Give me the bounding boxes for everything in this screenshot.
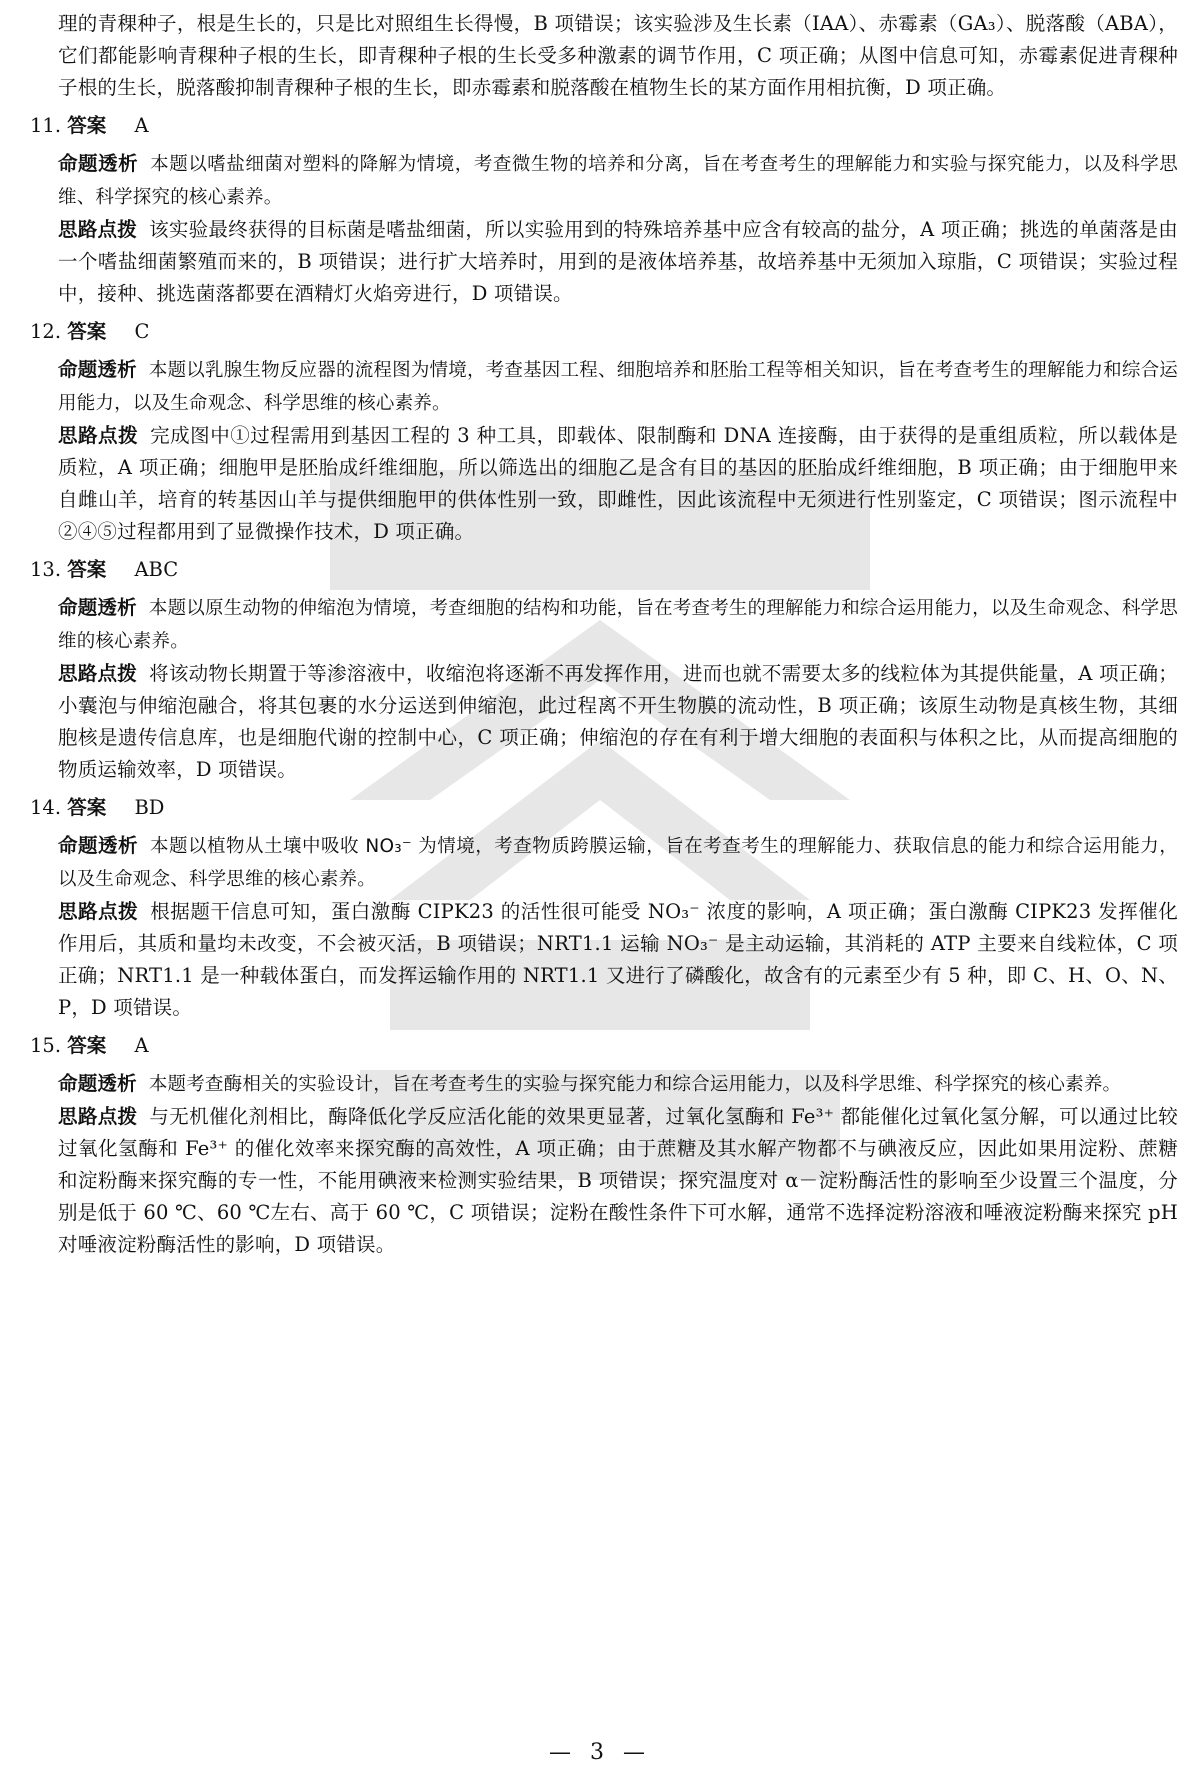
hint-label: 思路点拨 xyxy=(58,1105,138,1128)
analysis-text: 本题考查酶相关的实验设计，旨在考查考生的实验与探究能力和综合运用能力，以及科学思维、科学探究的核心素养。 xyxy=(148,1074,1122,1095)
hint-paragraph xyxy=(30,896,1178,1024)
answer-item-11 xyxy=(30,110,1178,310)
answer-value: ABC xyxy=(134,558,179,581)
hint-text: 该实验最终获得的目标菌是嗜盐细菌，所以实验用到的特殊培养基中应含有较高的盐分，A 项正确；挑选的单菌落是由一个嗜盐细菌繁殖而来的，B 项错误；进行扩大培养时，用到的是液体培养基，故培养基中无须加入琼脂，C 项错误；实验过程中，接种、挑选菌落都要在酒精灯火焰旁进行，D 项错误。 xyxy=(58,218,1178,305)
hint-label: 思路点拨 xyxy=(58,662,138,685)
question-number: 11. xyxy=(30,114,62,137)
answer-label: 答案 xyxy=(67,1034,107,1057)
hint-text: 完成图中①过程需用到基因工程的 3 种工具，即载体、限制酶和 DNA 连接酶，由于获得的是重组质粒，所以载体是质粒，A 项正确；细胞甲是胚胎成纤维细胞，所以筛选出的细胞乙是含有目的基因的胚胎成纤维细胞，B 项正确；由于细胞甲来自雌山羊，培育的转基因山羊与提供细胞甲的供体性别一致，即雌性，因此该流程中无须进行性别鉴定，C 项错误；图示流程中②④⑤过程都用到了显微操作技术，D 项正确。 xyxy=(58,424,1178,543)
answer-label: 答案 xyxy=(67,320,107,343)
answer-row xyxy=(30,110,1178,142)
answer-item-15 xyxy=(30,1030,1178,1261)
answer-label: 答案 xyxy=(67,558,107,581)
answer-row xyxy=(30,554,1178,586)
question-number: 15. xyxy=(30,1034,62,1057)
answer-item-12 xyxy=(30,316,1178,548)
hint-text: 将该动物长期置于等渗溶液中，收缩泡将逐渐不再发挥作用，进而也就不需要太多的线粒体为其提供能量，A 项正确；小囊泡与伸缩泡融合，将其包裹的水分运送到伸缩泡，此过程离不开生物膜的流动性，B 项正确；该原生动物是真核生物，其细胞核是遗传信息库，也是细胞代谢的控制中心，C 项正确；伸缩泡的存在有利于增大细胞的表面积与体积之比，从而提高细胞的物质运输效率，D 项错误。 xyxy=(58,662,1178,781)
answer-value: C xyxy=(134,320,150,343)
continuation-paragraph: 理的青稞种子，根是生长的，只是比对照组生长得慢，B 项错误；该实验涉及生长素（IAA）、赤霉素（GA₃）、脱落酸（ABA），它们都能影响青稞种子根的生长，即青稞种子根的生长受多种激素的调节作用，C 项正确；从图中信息可知，赤霉素促进青稞种子根的生长，脱落酸抑制青稞种子根的生长，即赤霉素和脱落酸在植物生长的某方面作用相抗衡，D 项正确。 xyxy=(58,12,1178,99)
hint-text: 与无机催化剂相比，酶降低化学反应活化能的效果更显著，过氧化氢酶和 Fe³⁺ 都能催化过氧化氢分解，可以通过比较过氧化氢酶和 Fe³⁺ 的催化效率来探究酶的高效性，A 项正确；由于蔗糖及其水解产物都不与碘液反应，因此如果用淀粉、蔗糖和淀粉酶来探究酶的专一性，不能用碘液来检测实验结果，B 项错误；探究温度对 α－淀粉酶活性的影响至少设置三个温度，分别是低于 60 ℃、60 ℃左右、高于 60 ℃，C 项错误；淀粉在酸性条件下可水解，通常不选择淀粉溶液和唾液淀粉酶来探究 pH 对唾液淀粉酶活性的影响，D 项错误。 xyxy=(58,1105,1178,1256)
analysis-paragraph xyxy=(30,1068,1178,1101)
hint-paragraph xyxy=(30,658,1178,786)
analysis-text: 本题以植物从土壤中吸收 NO₃⁻ 为情境，考查物质跨膜运输，旨在考查考生的理解能力、获取信息的能力和综合运用能力，以及生命观念、科学思维的核心素养。 xyxy=(58,836,1178,890)
hint-label: 思路点拨 xyxy=(58,218,138,241)
answer-item-14 xyxy=(30,792,1178,1024)
answer-item-13 xyxy=(30,554,1178,786)
hint-text: 根据题干信息可知，蛋白激酶 CIPK23 的活性很可能受 NO₃⁻ 浓度的影响，A 项正确；蛋白激酶 CIPK23 发挥催化作用后，其质和量均未改变，不会被灭活，B 项错误；NRT1.1 运输 NO₃⁻ 是主动运输，其消耗的 ATP 主要来自线粒体，C 项正确；NRT1.1 是一种载体蛋白，而发挥运输作用的 NRT1.1 又进行了磷酸化，故含有的元素至少有 5 种，即 C、H、O、N、P，D 项错误。 xyxy=(58,900,1178,1019)
hint-label: 思路点拨 xyxy=(58,900,139,923)
analysis-paragraph xyxy=(30,148,1178,214)
question-number: 12. xyxy=(30,320,62,343)
hint-paragraph xyxy=(30,420,1178,548)
answer-value: A xyxy=(134,1034,149,1057)
analysis-paragraph xyxy=(30,354,1178,420)
analysis-paragraph xyxy=(30,592,1178,658)
question-number: 13. xyxy=(30,558,62,581)
answer-row xyxy=(30,792,1178,824)
answer-document xyxy=(30,8,1178,1267)
answer-label: 答案 xyxy=(67,114,107,137)
question-number: 14. xyxy=(30,796,62,819)
answer-row xyxy=(30,1030,1178,1062)
answer-value: A xyxy=(134,114,149,137)
hint-paragraph xyxy=(30,1101,1178,1261)
analysis-text: 本题以原生动物的伸缩泡为情境，考查细胞的结构和功能，旨在考查考生的理解能力和综合运用能力，以及生命观念、科学思维的核心素养。 xyxy=(58,598,1178,652)
analysis-label: 命题透析 xyxy=(58,596,137,619)
analysis-label: 命题透析 xyxy=(58,834,139,857)
page-number: — 3 — xyxy=(549,1740,651,1765)
analysis-paragraph xyxy=(30,830,1178,896)
analysis-label: 命题透析 xyxy=(58,152,139,175)
answer-value: BD xyxy=(134,796,165,819)
hint-paragraph xyxy=(30,214,1178,310)
hint-label: 思路点拨 xyxy=(58,424,139,447)
analysis-text: 本题以嗜盐细菌对塑料的降解为情境，考查微生物的培养和分离，旨在考查考生的理解能力和实验与探究能力，以及科学思维、科学探究的核心素养。 xyxy=(58,154,1178,208)
analysis-text: 本题以乳腺生物反应器的流程图为情境，考查基因工程、细胞培养和胚胎工程等相关知识，旨在考查考生的理解能力和综合运用能力，以及生命观念、科学思维的核心素养。 xyxy=(58,360,1178,414)
analysis-label: 命题透析 xyxy=(58,358,137,381)
answer-row xyxy=(30,316,1178,348)
analysis-label: 命题透析 xyxy=(58,1072,137,1095)
answer-label: 答案 xyxy=(67,796,107,819)
